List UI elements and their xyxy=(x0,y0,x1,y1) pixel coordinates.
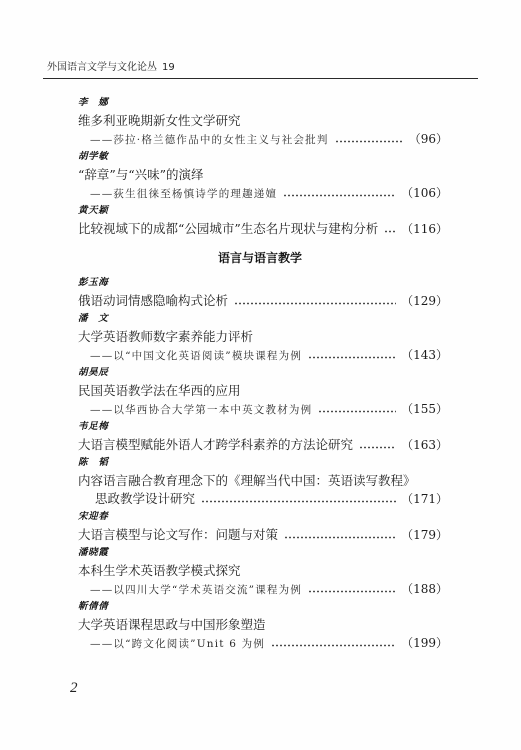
subtitle-line xyxy=(78,184,448,202)
subtitle-line xyxy=(78,400,448,418)
dot-leader xyxy=(308,590,396,593)
entry-title: 大学英语教师数字素养能力评析 xyxy=(78,329,254,344)
author-name: 靳倩倩 xyxy=(78,601,109,612)
entry-title: 维多利亚晚期新女性文学研究 xyxy=(78,113,241,128)
entry-subtitle: ——以“跨文化阅读”Unit 6 为例 xyxy=(90,638,266,650)
subtitle-line xyxy=(78,580,448,598)
subtitle-line xyxy=(78,634,448,652)
toc-entry xyxy=(78,274,448,310)
entry-title-continued: 思政教学设计研究 xyxy=(95,491,196,506)
title-line xyxy=(78,166,448,184)
author-name: 潘晓霞 xyxy=(78,547,109,558)
title-line xyxy=(78,382,448,400)
subtitle-line xyxy=(78,346,448,364)
toc-entry xyxy=(78,508,448,544)
volume-number: 19 xyxy=(162,62,175,73)
entry-subtitle: ——以华西协合大学第一本中英文教材为例 xyxy=(90,404,313,416)
toc-entry xyxy=(78,94,448,148)
dot-leader xyxy=(308,356,396,359)
title-line xyxy=(78,220,448,238)
page-number: （143） xyxy=(401,348,448,362)
page-number: （106） xyxy=(401,186,448,200)
author-line xyxy=(78,598,448,616)
toc-entry xyxy=(78,202,448,238)
toc-entry xyxy=(78,544,448,598)
entry-subtitle: ——以四川大学“学术英语交流”课程为例 xyxy=(90,584,303,596)
section-heading: 语言与语言教学 xyxy=(217,251,302,265)
dot-leader xyxy=(335,140,404,143)
dot-leader xyxy=(283,194,396,197)
subtitle-line xyxy=(78,130,448,148)
entry-title: 本科生学术英语教学模式探究 xyxy=(78,563,241,578)
title-line xyxy=(78,526,448,544)
entry-title: 内容语言融合教育理念下的《理解当代中国：英语读写教程》 xyxy=(78,473,416,488)
entry-title: 大语言模型与论文写作：问题与对策 xyxy=(78,527,279,542)
author-line xyxy=(78,148,448,166)
author-line xyxy=(78,454,448,472)
entry-title: 俄语动词情感隐喻构式论析 xyxy=(78,293,229,308)
author-line xyxy=(78,94,448,112)
author-name: 陈 韬 xyxy=(78,457,109,468)
entry-subtitle: ——莎拉·格兰德作品中的女性主义与社会批判 xyxy=(90,134,329,146)
toc-entry xyxy=(78,364,448,418)
title-line xyxy=(78,112,448,130)
title-line xyxy=(78,292,448,310)
dot-leader xyxy=(359,446,396,449)
page-number: （163） xyxy=(401,438,448,452)
author-name: 潘 文 xyxy=(78,313,109,324)
entry-title: 大语言模型赋能外语人才跨学科素养的方法论研究 xyxy=(78,437,354,452)
page-number: （116） xyxy=(401,222,448,236)
author-name: 黄天颖 xyxy=(78,205,109,216)
folio-page-number: 2 xyxy=(70,680,78,696)
entry-title: 大学英语课程思政与中国形象塑造 xyxy=(78,617,266,632)
title-line xyxy=(78,436,448,454)
page-number: （96） xyxy=(408,132,448,146)
entry-title: “辞章”与“兴味”的演绎 xyxy=(78,167,204,182)
title-line xyxy=(78,562,448,580)
author-name: 李 娜 xyxy=(78,97,109,108)
table-of-contents xyxy=(78,94,448,652)
dot-leader xyxy=(271,644,396,647)
author-name: 胡昊辰 xyxy=(78,367,109,378)
author-name: 胡学敏 xyxy=(78,151,109,162)
title-line xyxy=(78,472,448,490)
toc-entry xyxy=(78,598,448,652)
author-line xyxy=(78,544,448,562)
page-number: （179） xyxy=(401,528,448,542)
toc-entry xyxy=(78,310,448,364)
author-name: 韦足梅 xyxy=(78,421,109,432)
author-name: 宋迎春 xyxy=(78,511,109,522)
author-line xyxy=(78,418,448,436)
author-line xyxy=(78,274,448,292)
header-rule xyxy=(43,78,478,79)
title-continued-line xyxy=(78,490,448,508)
dot-leader xyxy=(201,500,396,503)
entry-subtitle: ——荻生徂徕至杨慎诗学的理趣递嬗 xyxy=(90,188,278,200)
author-line xyxy=(78,310,448,328)
author-line xyxy=(78,508,448,526)
page-number: （129） xyxy=(401,294,448,308)
page-number: （188） xyxy=(401,582,448,596)
dot-leader xyxy=(384,230,396,233)
page-number: （171） xyxy=(401,492,448,506)
running-header xyxy=(47,61,175,75)
author-line xyxy=(78,202,448,220)
dot-leader xyxy=(318,410,396,413)
toc-entry xyxy=(78,454,448,508)
toc-entry xyxy=(78,148,448,202)
author-name: 彭玉海 xyxy=(78,277,109,288)
page-number: （155） xyxy=(401,402,448,416)
toc-entry xyxy=(78,418,448,454)
title-line xyxy=(78,616,448,634)
dot-leader xyxy=(284,536,396,539)
entry-title: 民国英语教学法在华西的应用 xyxy=(78,383,241,398)
entry-title: 比较视域下的成都“公园城市”生态名片现状与建构分析 xyxy=(78,221,379,236)
dot-leader xyxy=(234,302,396,305)
title-line xyxy=(78,328,448,346)
entry-subtitle: ——以“中国文化英语阅读”模块课程为例 xyxy=(90,350,303,362)
page-number: （199） xyxy=(401,636,448,650)
author-line xyxy=(78,364,448,382)
series-title: 外国语言文学与文化论丛 xyxy=(47,62,157,73)
